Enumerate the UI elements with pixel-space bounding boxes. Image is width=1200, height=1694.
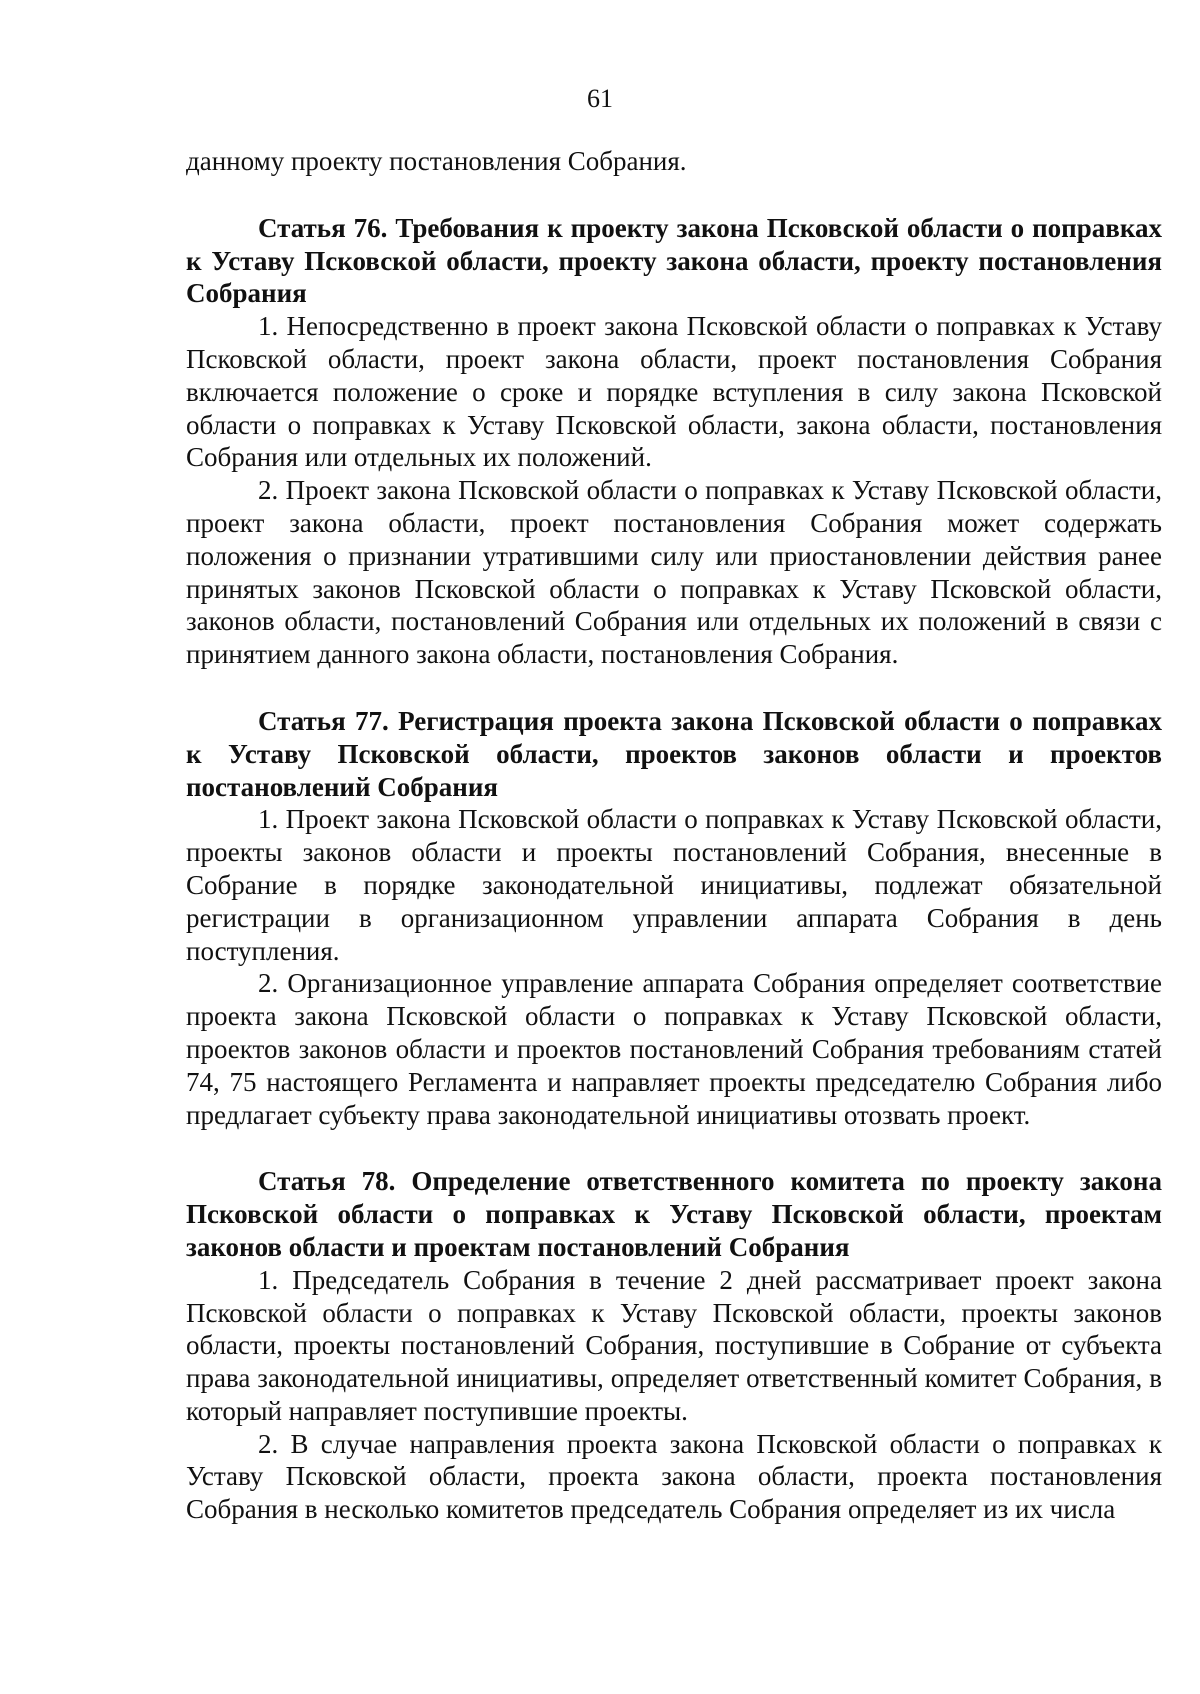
document-body: [186, 145, 1162, 1526]
article-77-heading: Статья 77. Регистрация проекта закона Псковской области о поправках к Уставу Псковской области, проектов законов области и проектов постановлений Собрания: [186, 705, 1162, 802]
article-78: [186, 1165, 1162, 1526]
article-76-heading: Статья 76. Требования к проекту закона Псковской области о поправках к Уставу Псковской области, проекту закона области, проекту постановления Собрания: [186, 212, 1162, 309]
page-number: 61: [587, 84, 613, 113]
article-77: [186, 705, 1162, 1131]
article-78-paragraph-2: 2. В случае направления проекта закона Псковской области о поправках к Уставу Псковской области, проекта закона области, проекта постановления Собрания в несколько комитетов председатель Собрания определяет из их числа: [186, 1428, 1162, 1525]
article-77-paragraph-1: 1. Проект закона Псковской области о поправках к Уставу Псковской области, проекты законов области и проекты постановлений Собрания, внесенные в Собрание в порядке законодательной инициативы, подлежат обязательной регистрации в организационном управлении аппарата Собрания в день поступления.: [186, 804, 1162, 966]
article-78-paragraph-1: 1. Председатель Собрания в течение 2 дней рассматривает проект закона Псковской области о поправках к Уставу Псковской области, проекты законов области, проекты постановлений Собрания, поступившие в Собрание от субъекта права законодательной инициативы, определяет ответственный комитет Собрания, в который направляет поступившие проекты.: [186, 1264, 1162, 1426]
intro-paragraph: данному проекту постановления Собрания.: [186, 146, 687, 176]
article-78-heading: Статья 78. Определение ответственного комитета по проекту закона Псковской области о поправках к Уставу Псковской области, проектам законов области и проектам постановлений Собрания: [186, 1166, 1162, 1262]
article-77-paragraph-2: 2. Организационное управление аппарата Собрания определяет соответствие проекта закона Псковской области о поправках к Уставу Псковской области, проектов законов области и проектов постановлений Собрания требованиям статей 74, 75 настоящего Регламента и направляет проекты председателю Собрания либо предлагает субъекту права законодательной инициативы отозвать проект.: [186, 968, 1162, 1130]
article-76: [186, 212, 1162, 671]
article-76-paragraph-1: 1. Непосредственно в проект закона Псковской области о поправках к Уставу Псковской области, проект закона области, проект постановления Собрания включается положение о сроке и порядке вступления в силу закона Псковской области о поправках к Уставу Псковской области, закона области, постановления Собрания или отдельных их положений.: [186, 311, 1162, 473]
article-76-paragraph-2: 2. Проект закона Псковской области о поправках к Уставу Псковской области, проект закона области, проект постановления Собрания может содержать положения о признании утратившими силу или приостановлении действия ранее принятых законов Псковской области о поправках к Уставу Псковской области, законов области, постановлений Собрания или отдельных их положений в связи с принятием данного закона области, постановления Собрания.: [186, 475, 1162, 670]
